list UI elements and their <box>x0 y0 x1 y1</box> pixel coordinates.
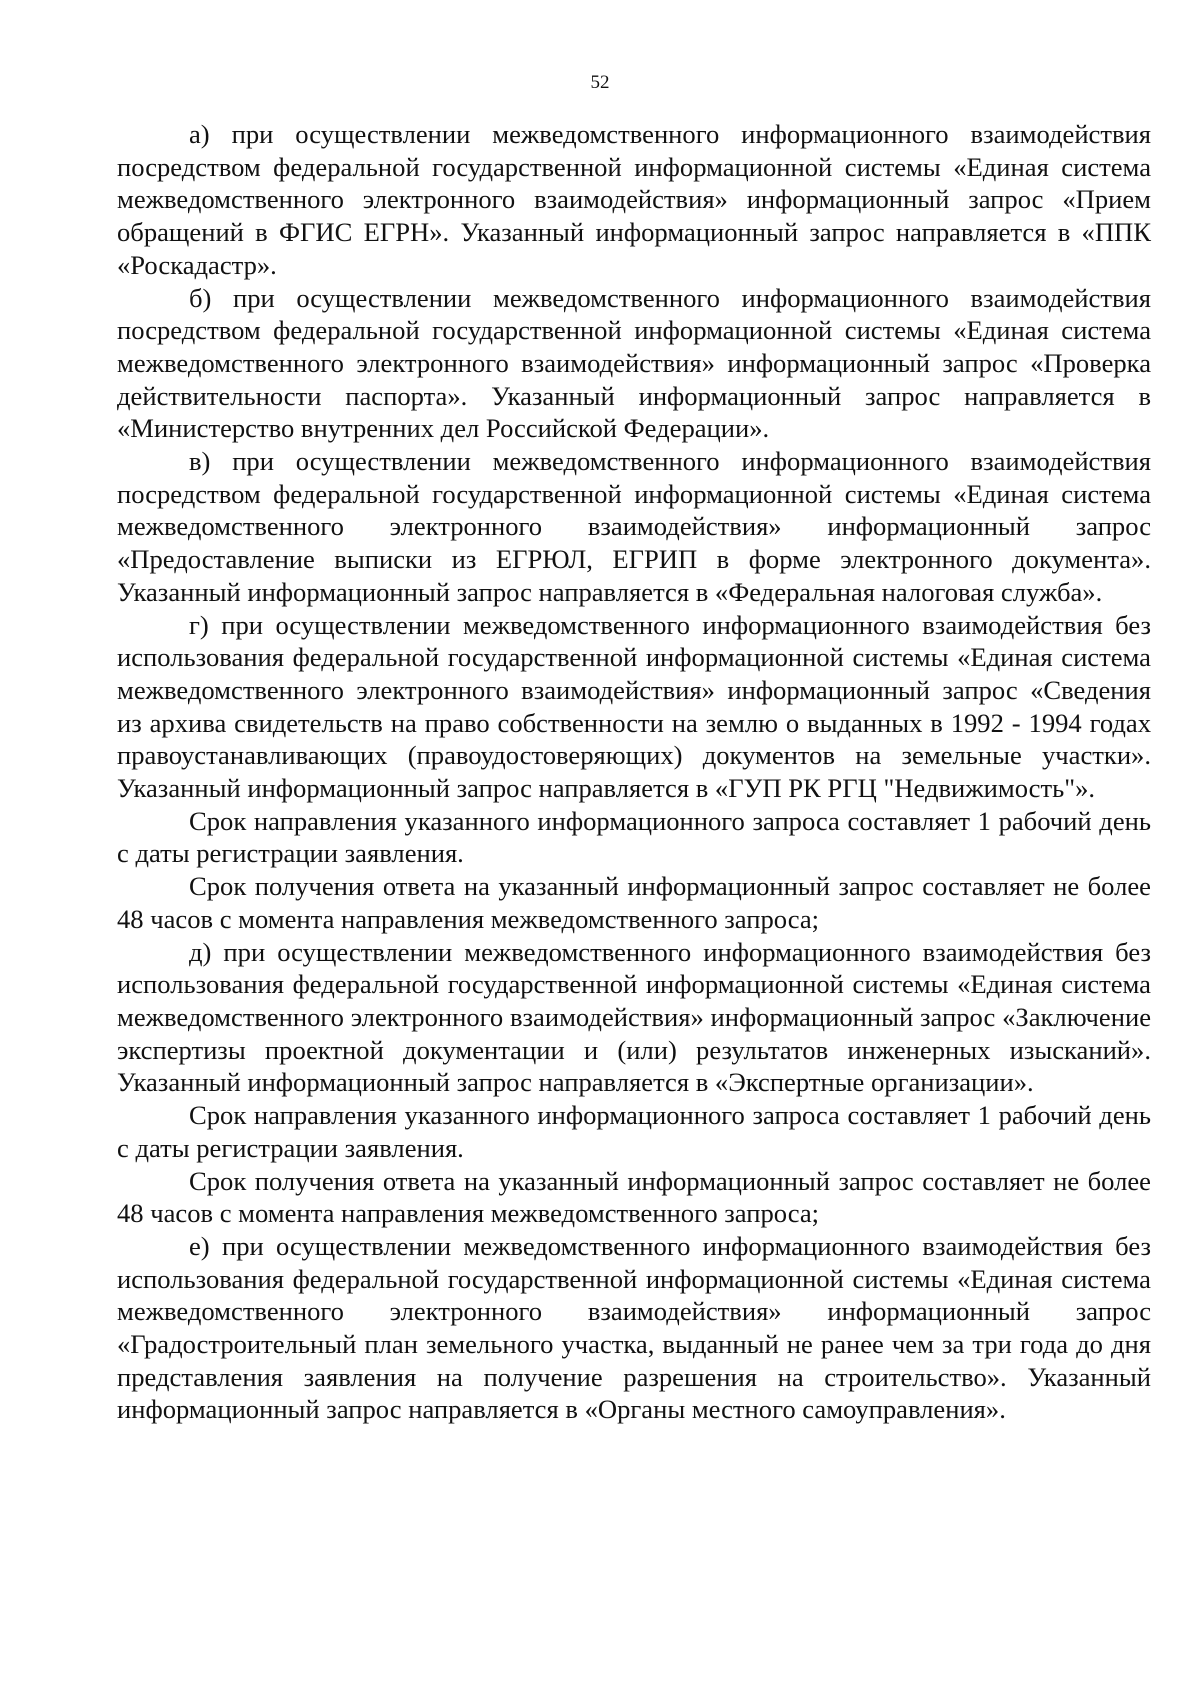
paragraph-request-deadline: Срок направления указанного информационного запроса составляет 1 рабочий день с даты регистрации заявления. <box>117 1100 1151 1163</box>
paragraph-response-deadline: Срок получения ответа на указанный информационный запрос составляет не более 48 часов с момента направления межведомственного запроса; <box>117 1165 1151 1229</box>
page-number: 52 <box>590 72 610 93</box>
paragraph-item-e: е) при осуществлении межведомственного информационного взаимодействия без использования федеральной государственной информационной системы «Единая система межведомственного электронного взаимодействия» информационный запрос «Градостроительный план земельного участка, выданный не ранее чем за три года до дня представления заявления на получение разрешения на строительство». Указанный информационный запрос направляется в «Органы местного самоуправления». <box>117 1230 1151 1425</box>
paragraph-item-g: г) при осуществлении межведомственного информационного взаимодействия без использования федеральной государственной информационной системы «Единая система межведомственного электронного взаимодействия» информационный запрос «Сведения из архива свидетельств на право собственности на землю о выданных в 1992 - 1994 годах правоустанавливающих (правоудостоверяющих) документов на земельные участки». Указанный информационный запрос направляется в «ГУП РК РГЦ "Недвижимость"». <box>117 609 1151 804</box>
paragraph-item-a: а) при осуществлении межведомственного информационного взаимодействия посредством федеральной государственной информационной системы «Единая система межведомственного электронного взаимодействия» информационный запрос «Прием обращений в ФГИС ЕГРН». Указанный информационный запрос направляется в «ППК «Роскадастр». <box>117 119 1151 280</box>
paragraph-response-deadline: Срок получения ответа на указанный информационный запрос составляет не более 48 часов с момента направления межведомственного запроса; <box>117 871 1151 934</box>
document-body <box>117 118 1151 1426</box>
paragraph-request-deadline: Срок направления указанного информационного запроса составляет 1 рабочий день с даты регистрации заявления. <box>117 805 1151 869</box>
paragraph-item-d: д) при осуществлении межведомственного информационного взаимодействия без использования федеральной государственной информационной системы «Единая система межведомственного электронного взаимодействия» информационный запрос «Заключение экспертизы проектной документации и (или) результатов инженерных изысканий». Указанный информационный запрос направляется в «Экспертные организации». <box>117 936 1151 1098</box>
paragraph-item-v: в) при осуществлении межведомственного информационного взаимодействия посредством федеральной государственной информационной системы «Единая система межведомственного электронного взаимодействия» информационный запрос «Предоставление выписки из ЕГРЮЛ, ЕГРИП в форме электронного документа». Указанный информационный запрос направляется в «Федеральная налоговая служба». <box>117 446 1151 607</box>
paragraph-item-b: б) при осуществлении межведомственного информационного взаимодействия посредством федеральной государственной информационной системы «Единая система межведомственного электронного взаимодействия» информационный запрос «Проверка действительности паспорта». Указанный информационный запрос направляется в «Министерство внутренних дел Российской Федерации». <box>117 282 1151 444</box>
